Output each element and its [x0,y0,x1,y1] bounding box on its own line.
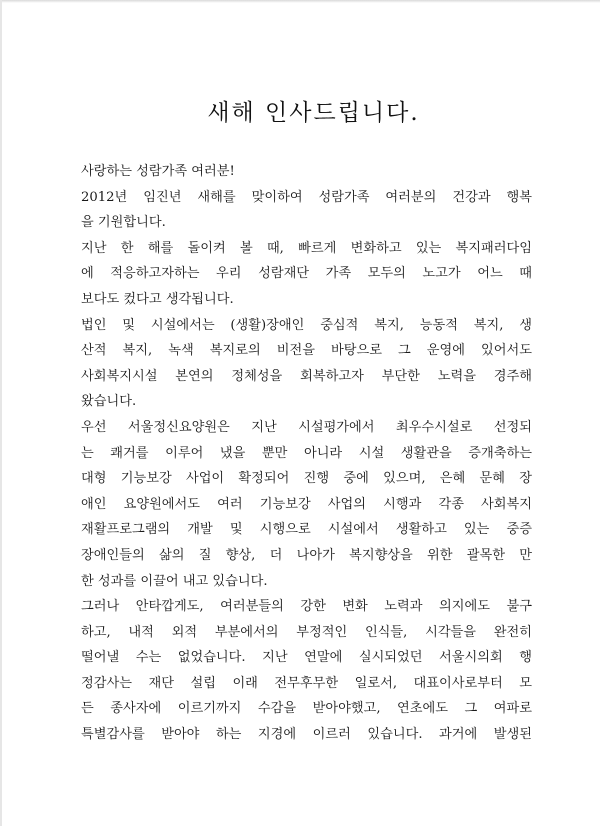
body-line: 떨어낼 수는 없었습니다. 지난 연말에 실시되었던 서울시의회 행 [81,650,532,666]
body-line: 왔습니다. [81,394,137,410]
body-line: 든 종사자에 이르기까지 수감을 받아야했고, 연초에도 그 여파로 [81,701,532,717]
body-line: 법인 및 시설에서는 (생활)장애인 중심적 복지, 능동적 복지, 생 [81,317,532,333]
body-line: 에 적응하고자하는 우리 성람재단 가족 모두의 노고가 어느 때 [81,266,532,282]
body-line: 사랑하는 성람가족 여러분! [81,164,235,179]
body-line: 대형 기능보강 사업이 확정되어 진행 중에 있으며, 은혜 문혜 장 [81,471,532,487]
body-line: 그러나 안타깝게도, 여러분들의 강한 변화 노력과 의지에도 불구 [81,599,532,615]
body-line: 장애인들의 삶의 질 향상, 더 나아가 복지향상을 위한 괄목한 만 [81,547,532,563]
letter-body [81,159,532,748]
body-line: 보다도 컸다고 생각됩니다. [81,291,234,307]
body-line: 재활프로그램의 개발 및 시행으로 시설에서 생활하고 있는 중증 [81,522,532,538]
body-line: 정감사는 재단 설립 이래 전무후무한 일로서, 대표이사로부터 모 [81,675,532,691]
body-line: 특별감사를 받아야 하는 지경에 이르러 있습니다. 과거에 발생된 [81,727,532,743]
body-line: 애인 요양원에서도 여러 기능보강 사업의 시행과 각종 사회복지 [81,496,532,512]
body-line: 2012년 임진년 새해를 맞이하여 성람가족 여러분의 건강과 행복 [81,189,532,205]
letter-title: 새해 인사드립니다. [207,100,420,126]
body-line: 산적 복지, 녹색 복지로의 비전을 바탕으로 그 운영에 있어서도 [81,343,532,359]
body-line: 우선 서울정신요양원은 지난 시설평가에서 최우수시설로 선정되 [81,419,532,435]
body-line: 한 성과를 이끌어 내고 있습니다. [81,573,268,589]
body-line: 을 기원합니다. [81,215,166,231]
body-line: 지난 한 해를 돌이켜 볼 때, 빠르게 변화하고 있는 복지패러다임 [81,240,532,256]
body-line: 하고, 내적 외적 부분에서의 부정적인 인식들, 시각들을 완전히 [81,624,532,640]
body-line: 사회복지시설 본연의 정체성을 회복하고자 부단한 노력을 경주해 [81,368,532,384]
body-line: 는 쾌거를 이루어 냈을 뿐만 아니라 시설 생활관을 증개축하는 [81,445,532,461]
